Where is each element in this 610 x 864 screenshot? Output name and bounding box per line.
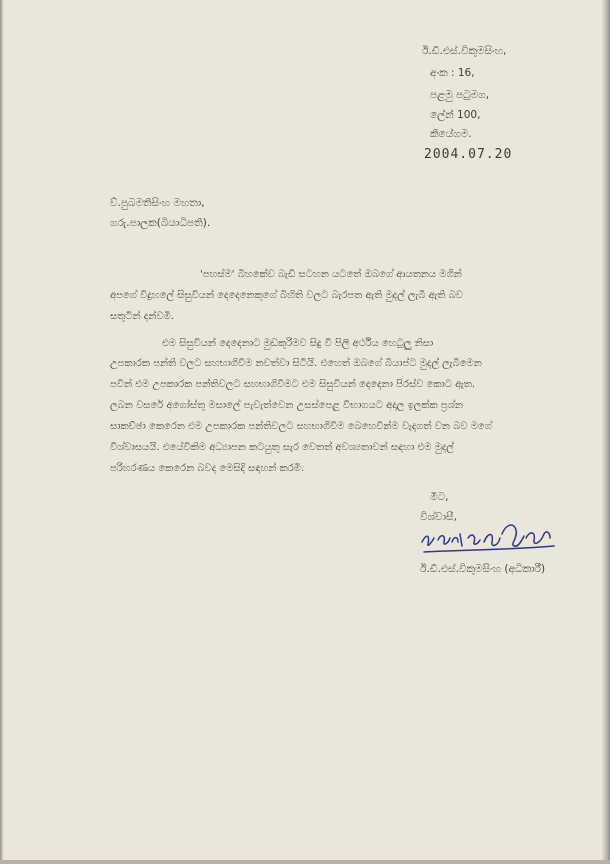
sender-street: පළමු පටුමග, <box>430 89 490 101</box>
sender-town: කියේගම. <box>430 128 472 140</box>
paragraph-2-line-3: පවින් එම උපකාරක පන්තිවලට සහභාගිවීමට එම සිසුවියන් දෙදෙනා පිරස්ව කොට ඇත. <box>110 379 476 390</box>
paragraph-2-line-7: පරිහරණය කෙරෙන බවද මෙසිදි සඳහන් කරමි. <box>110 463 305 474</box>
paragraph-2-line-5: සාකච්ඡා කෙරෙන එම උපකාරක පන්තිවලට සහභාගිවීම බෙහෙවින්ම වැදගත් වන බව මගේ <box>110 421 492 432</box>
recipient-line-1: ව්.පුබමතිසිංහ මහතා, <box>110 197 205 209</box>
page-edge-bottom <box>0 860 610 864</box>
closing-line-2: විශ්වාසී, <box>420 511 457 523</box>
sender-name: ඊ.ඩී.එස්.විකුමසිංහ, <box>422 45 507 57</box>
paragraph-1-line-1: 'පහස්ම' බිහකේව බැඩි සටහන යටතේ ඔබගේ ආයතනය මගින් <box>200 269 462 280</box>
page-edge-left <box>0 0 3 864</box>
sender-lane: ලේන් 100, <box>430 109 481 121</box>
handwritten-signature <box>418 512 568 556</box>
paragraph-1-line-3: සතුටින් දන්වමි. <box>110 311 174 322</box>
signatory-name: ඊ.ඩී.එස්.විකුමසිංහ (අධිකාරී) <box>420 563 546 575</box>
paragraph-2-line-1: එම සිසුවියන් දෙදෙනාට මුඩකුරිමව සිදු වී පිලි අර්ථිය හෙටුලු නිසා <box>162 338 434 349</box>
paragraph-2-line-2: උපකාරක පන්ති වලට සහභාගිවීම නවත්වා සිටියි. එහෙත් ඔබගේ බියාප්ට මුදල් ලැබීමෙන <box>110 358 482 369</box>
letter-date: 2004.07.20 <box>424 147 513 162</box>
sender-number: අංක : 16, <box>430 67 475 79</box>
paragraph-2-line-6: විශ්වාසයයි. එයේවිකිම අධ්‍යාපන කටයුතු සැර වෙතත් අවශ්‍යතාවන් සඳහා එම මුදල් <box>110 442 454 453</box>
closing-line-1: මීට, <box>430 491 449 503</box>
paragraph-1-line-2: අපගේ විදුහලේ සිසුවියන් දෙදෙනෙකුගේ බිහිති වලට බැරපත ඇති මුදල් ලැබී ඇති බව <box>110 290 463 301</box>
paragraph-2-line-4: ලබන වසරේ අගෝස්තු මසාලේ පැවැත්වෙන උසස්පෙළ විභාගයට අදාල ඉලක්ක ප්‍රශ්න <box>110 400 463 411</box>
page-edge-right <box>602 0 610 864</box>
recipient-line-2: ගරු.පාලක(බියාධිපති). <box>110 217 211 229</box>
